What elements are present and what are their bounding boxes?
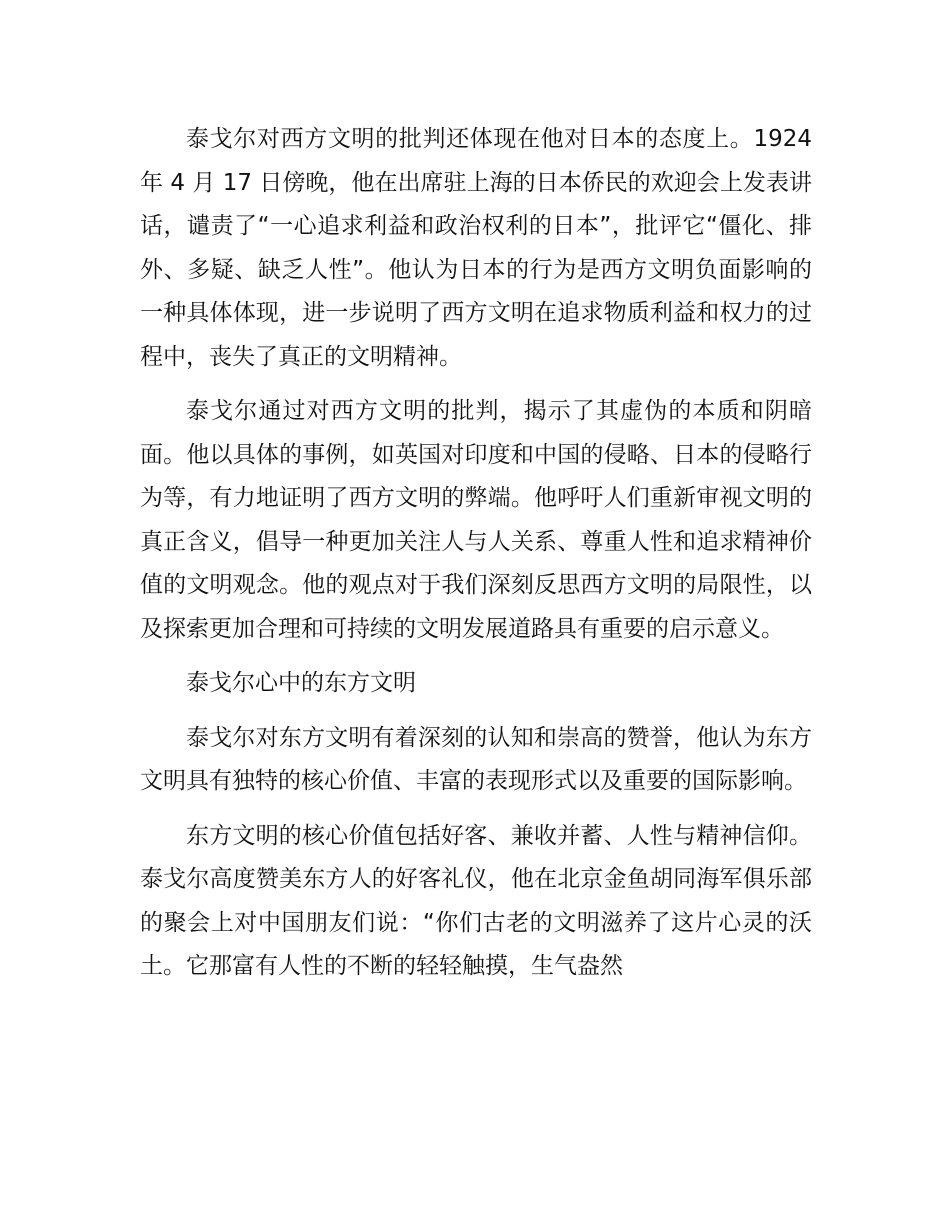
paragraph-eastern-civilization-intro: 泰戈尔对东方文明有着深刻的认知和崇高的赞誉，他认为东方文明具有独特的核心价值、丰富的表现形式以及重要的国际影响。 (140, 724, 812, 794)
document-page (140, 118, 812, 1000)
paragraph-western-civilization-critique: 泰戈尔通过对西方文明的批判，揭示了其虚伪的本质和阴暗面。他以具体的事例，如英国对印度和中国的侵略、日本的侵略行为等，有力地证明了西方文明的弊端。他呼吁人们重新审视文明的真正含义，倡导一种更加关注人与人关系、尊重人性和追求精神价值的文明观念。他的观点对于我们深刻反思西方文明的局限性，以及探索更加合理和可持续的文明发展道路具有重要的启示意义。 (140, 398, 812, 642)
section-heading-eastern-civilization: 泰戈尔心中的东方文明 (186, 670, 416, 696)
paragraph-japan-critique: 泰戈尔对西方文明的批判还体现在他对日本的态度上。1924 年 4 月 17 日傍晚，他在出席驻上海的日本侨民的欢迎会上发表讲话，谴责了“一心追求利益和政治权利的日本”，批评它“僵化、排外、多疑、缺乏人性”。他认为日本的行为是西方文明负面影响的一种具体体现，进一步说明了西方文明在追求物质利益和权力的过程中，丧失了真正的文明精神。 (140, 126, 812, 370)
paragraph-eastern-core-values: 东方文明的核心价值包括好客、兼收并蓄、人性与精神信仰。泰戈尔高度赞美东方人的好客礼仪，他在北京金鱼胡同海军俱乐部的聚会上对中国朋友们说：“你们古老的文明滋养了这片心灵的沃土。它那富有人性的不断的轻轻触摸，生气盎然 (140, 822, 812, 979)
